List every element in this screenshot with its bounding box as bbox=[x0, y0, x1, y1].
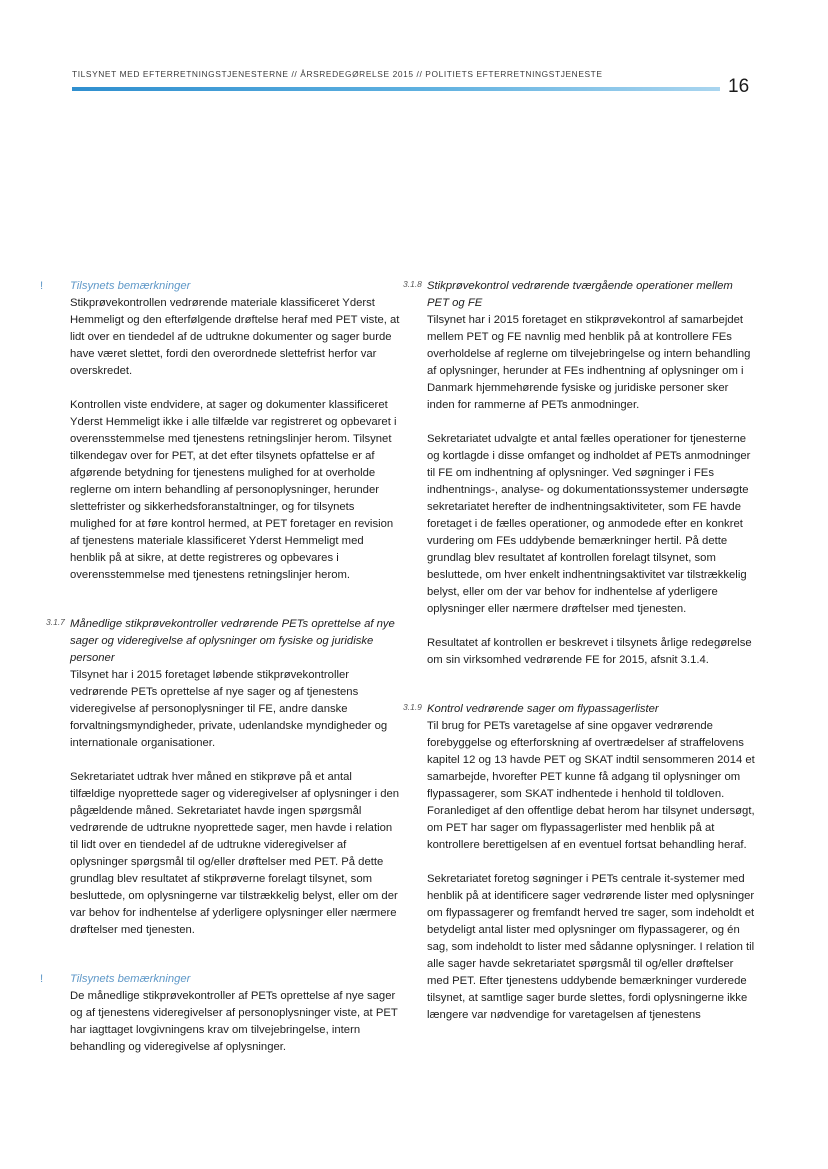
remarks-heading-text: Tilsynets bemærkninger bbox=[70, 280, 191, 292]
paragraph: Sekretariatet udvalgte et antal fælles operationer for tjenesterne og kortlagde i disse omfanget og indholdet af PETs anmodninger til FE om indhentning af oplysninger. Ved søgninger i FEs indhentnings-, analyse- og dokumentationssystemer undersøgte sekretariatet herefter de indhentningsaktiviteter, som FE havde foretaget i de fælles operationer, og anmodede efter en konkret vurdering om FEs uddybende bemærkninger hertil. På dette grundlag blev resultatet af kontrollen forelagt tilsynet, som besluttede, om hver enkelt indhentningsaktivitet var tilstrækkelig belyst, eller om der var behov for indhentelse af yderligere oplysninger eller nærmere drøftelser med tjenesten. bbox=[427, 433, 751, 615]
section-3-1-7 bbox=[46, 616, 400, 939]
section-number: 3.1.8 bbox=[403, 279, 422, 289]
section-number: 3.1.7 bbox=[46, 617, 65, 627]
remarks-heading-text: Tilsynets bemærkninger bbox=[70, 973, 191, 985]
paragraph: Stikprøvekontrollen vedrørende materiale klassificeret Yderst Hemmeligt og den efterfølgende drøftelse heraf med PET viste, at lidt over en tiendedel af de udtrukne dokumenter og sager burde have været slettet, fordi den overordnede slettefrist herfor var overskredet. bbox=[70, 297, 400, 377]
remarks-heading bbox=[40, 278, 400, 295]
section-title: Stikprøvekontrol vedrørende tværgående operationer mellem PET og FE bbox=[427, 280, 733, 309]
remarks-heading bbox=[40, 971, 400, 988]
remarks-block-1 bbox=[40, 278, 400, 584]
paragraph: Sekretariatet foretog søgninger i PETs centrale it-systemer med henblik på at identificere sager vedrørende lister med oplysninger om flypassagerer og fremfandt herved tre sager, som indeholdt et betydeligt antal lister med oplysninger om flypassagerer, og én sag, som indeholdt to lister med sådanne oplysninger. I relation til alle sager havde sekretariatet spørgsmål til og/eller drøftelser med PET. Efter tjenestens uddybende bemærkninger vurderede tilsynet, at samtlige sager burde slettes, fordi oplysningerne ikke længere var nødvendige for varetagelsen af tjenestens bbox=[427, 873, 755, 1021]
paragraph: Tilsynet har i 2015 foretaget løbende stikprøvekontroller vedrørende PETs oprettelse af nye sager og af tjenestens videregivelse af personoplysninger til FE, andre danske forvaltningsmyndigheder, private, udenlandske myndigheder og internationale organisationer. bbox=[70, 669, 388, 749]
section-heading bbox=[46, 616, 400, 667]
section-number: 3.1.9 bbox=[403, 702, 422, 712]
header-rule bbox=[72, 87, 720, 91]
paragraph: Tilsynet har i 2015 foretaget en stikprøvekontrol af samarbejdet mellem PET og FE navnlig med henblik på at kontrollere FEs overholdelse af reglerne om tilvejebringelse og intern behandling af oplysninger, herunder at FEs indhentning af oplysninger om i Danmark hjemmehørende fysiske og juridiske personer sker inden for rammerne af PETs anmodninger. bbox=[427, 314, 751, 411]
exclamation-icon: ! bbox=[40, 280, 44, 292]
section-3-1-8 bbox=[403, 278, 757, 669]
paragraph: Til brug for PETs varetagelse af sine opgaver vedrørende forebyggelse og efterforskning af overtrædelser af straffelovens kapitel 12 og 13 havde PET og SKAT indtil sensommeren 2014 et samarbejde, hvorefter PET kunne få adgang til oplysninger om flypassagerer, som SKAT indhentede i henhold til toldloven. Foranlediget af den offentlige debat herom har tilsynet undersøgt, om PET har sager om flypassagerlister med henblik på at kontrollere berettigelsen af en eventuel fortsat behandling heraf. bbox=[427, 720, 755, 851]
page-number: 16 bbox=[728, 76, 750, 97]
section-heading bbox=[403, 701, 757, 718]
paragraph: De månedlige stikprøvekontroller af PETs oprettelse af nye sager og af tjenestens videregivelser af personoplysninger viste, at PET har iagttaget lovgivningens krav om tilvejebringelse, intern behandling og videregivelse af oplysninger. bbox=[70, 990, 398, 1053]
paragraph: Sekretariatet udtrak hver måned en stikprøve på et antal tilfældige nyoprettede sager og videregivelser af oplysninger i den pågældende måned. Sekretariatet havde ingen spørgsmål vedrørende de udtrukne nyoprettede sager, men havde i relation til lidt over en tiendedel af de udtrukne videregivelser af oplysninger spørgsmål til og/eller drøftelser med PET. På dette grundlag blev resultatet af stikprøverne forelagt tilsynet, som besluttede, om oplysningerne var tilstrækkelig belyst, eller om der var behov for indhentelse af yderligere oplysninger eller nærmere drøftelser med tjenesten. bbox=[70, 771, 400, 936]
remarks-block-2 bbox=[40, 971, 400, 1056]
section-3-1-9 bbox=[403, 701, 757, 1024]
section-heading bbox=[403, 278, 757, 312]
running-header: TILSYNET MED EFTERRETNINGSTJENESTERNE // ÅRSREDEGØRELSE 2015 // POLITIETS EFTERRETNINGSTJENESTE bbox=[72, 69, 603, 79]
paragraph: Kontrollen viste endvidere, at sager og dokumenter klassificeret Yderst Hemmeligt ikke i alle tilfælde var registreret og opbevaret i overensstemmelse med tjenestens retningslinjer herom. Tilsynet tilkendegav over for PET, at det efter tilsynets opfattelse er af afgørende betydning for tjenestens mulighed for at overholde reglerne om intern behandling af personoplysninger, herunder slettefrister og sikkerhedsforanstaltninger, og for tilsynets mulighed for at føre kontrol hermed, at PET foretager en revision af tjenestens materiale klassificeret Yderst Hemmeligt med henblik på at sikre, at dette registreres og opbevares i overensstemmelse med tjenestens retningslinjer herom. bbox=[70, 399, 397, 581]
paragraph: Resultatet af kontrollen er beskrevet i tilsynets årlige redegørelse om sin virksomhed vedrørende FE for 2015, afsnit 3.1.4. bbox=[427, 637, 752, 666]
right-column bbox=[403, 278, 757, 1024]
section-title: Månedlige stikprøvekontroller vedrørende PETs oprettelse af nye sager og videregivelse af oplysninger om fysiske og juridiske personer bbox=[70, 618, 395, 664]
section-title: Kontrol vedrørende sager om flypassagerlister bbox=[427, 703, 659, 715]
left-column bbox=[40, 278, 400, 1056]
exclamation-icon: ! bbox=[40, 973, 44, 985]
